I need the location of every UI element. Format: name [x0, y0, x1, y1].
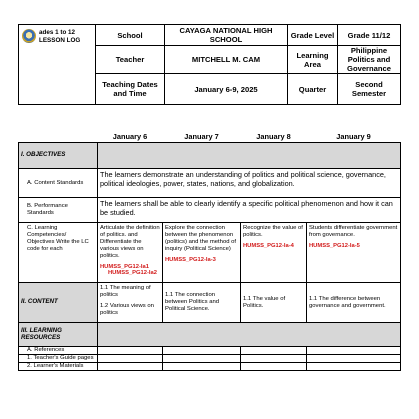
- resources-heading-fill: [98, 323, 401, 347]
- learners-materials-day-3: [241, 363, 307, 371]
- learning-area-value: Philippine Politics and Governance: [338, 46, 401, 74]
- competency-day-4: [307, 223, 401, 283]
- performance-standards-text: The learners shall be able to clearly identify a specific political phenomenon and how it can be studied.: [98, 198, 401, 223]
- log-title: [39, 29, 80, 45]
- lc-code: HUMSS_PG12-Ia-5: [309, 242, 360, 249]
- learners-materials-day-1: [98, 363, 163, 371]
- teacher-label: Teacher: [96, 46, 165, 74]
- objectives-heading: I. OBJECTIVES: [19, 143, 98, 169]
- content-day-3: 1.1 The value of Politics.: [241, 283, 307, 323]
- teachers-guide-label: 1. Teacher's Guide pages: [19, 355, 98, 363]
- logo-cell: [19, 25, 96, 105]
- lc-code: HUMSS_PG12-Ia1: [100, 263, 149, 270]
- log-title-line1: ades 1 to 12: [39, 29, 76, 36]
- day-header-4: January 9: [307, 126, 401, 143]
- learners-materials-day-4: [307, 363, 401, 371]
- competency-day-2: [163, 223, 241, 283]
- learners-materials-day-2: [163, 363, 241, 371]
- content-heading: II. CONTENT: [19, 283, 98, 323]
- teachers-guide-day-4: [307, 355, 401, 363]
- objectives-heading-fill: [98, 143, 401, 169]
- competency-day-1: [98, 223, 163, 283]
- lc-code: HUMSS_PG12-Ia2: [108, 270, 157, 277]
- teacher-value: MITCHELL M. CAM: [165, 46, 288, 74]
- resources-heading: III. LEARNING RESOURCES: [19, 323, 98, 347]
- content-line: 1.2 Various views on politics: [100, 302, 154, 316]
- competency-text: Students differentiate government from governance.: [309, 225, 398, 238]
- content-day-2: 1.1 The connection between Politics and Political Science.: [163, 283, 241, 323]
- content-line: 1.1 The meaning of politics: [100, 285, 151, 298]
- grade-level-value: Grade 11/12: [338, 25, 401, 46]
- competency-text: Explore the connection between the phenomenon (politics) and the method of inquiry (Political Science): [165, 225, 237, 252]
- references-day-1: [98, 347, 163, 355]
- teachers-guide-day-2: [163, 355, 241, 363]
- content-day-1: [98, 283, 163, 323]
- school-value: CAYAGA NATIONAL HIGH SCHOOL: [165, 25, 288, 46]
- competency-day-3: [241, 223, 307, 283]
- content-standards-label: A. Content Standards: [19, 169, 98, 198]
- grade-level-label: Grade Level: [288, 25, 338, 46]
- competency-text: Articulate the definition of politics. and Differentiate the various views on politics.: [100, 225, 160, 259]
- quarter-label: Quarter: [288, 74, 338, 105]
- school-label: School: [96, 25, 165, 46]
- content-day-4: 1.1 The difference between governance and government.: [307, 283, 401, 323]
- teachers-guide-day-3: [241, 355, 307, 363]
- learning-area-label: Learning Area: [288, 46, 338, 74]
- references-day-4: [307, 347, 401, 355]
- dates-label: Teaching Dates and Time: [96, 74, 165, 105]
- day-header-1: January 6: [98, 126, 163, 143]
- lesson-log-header: [18, 24, 401, 105]
- lc-code: HUMSS_PG12-Ia-3: [165, 256, 216, 263]
- quarter-value: Second Semester: [338, 74, 401, 105]
- day-header-2: January 7: [163, 126, 241, 143]
- day-header-3: January 8: [241, 126, 307, 143]
- competencies-label: C. Learning Competencies/ Objectives Write the LC code for each: [19, 223, 98, 283]
- competency-text: Recognize the value of politics.: [243, 225, 303, 238]
- references-day-3: [241, 347, 307, 355]
- references-day-2: [163, 347, 241, 355]
- learners-materials-label: 2. Learner's Materials: [19, 363, 98, 371]
- deped-seal-icon: [22, 29, 36, 43]
- day-header-blank: [19, 126, 98, 143]
- references-label: A. References: [19, 347, 98, 355]
- log-title-line2: LESSON LOG: [39, 37, 81, 44]
- content-standards-text: The learners demonstrate an understanding of politics and political science, governance, political ideologies, power, states, nations, and globalization.: [98, 169, 401, 198]
- teachers-guide-day-1: [98, 355, 163, 363]
- dates-value: January 6-9, 2025: [165, 74, 288, 105]
- lc-code: HUMSS_PG12-Ia-4: [243, 242, 294, 249]
- performance-standards-label: B. Performance Standards: [19, 198, 98, 223]
- lesson-plan-table: [18, 126, 401, 371]
